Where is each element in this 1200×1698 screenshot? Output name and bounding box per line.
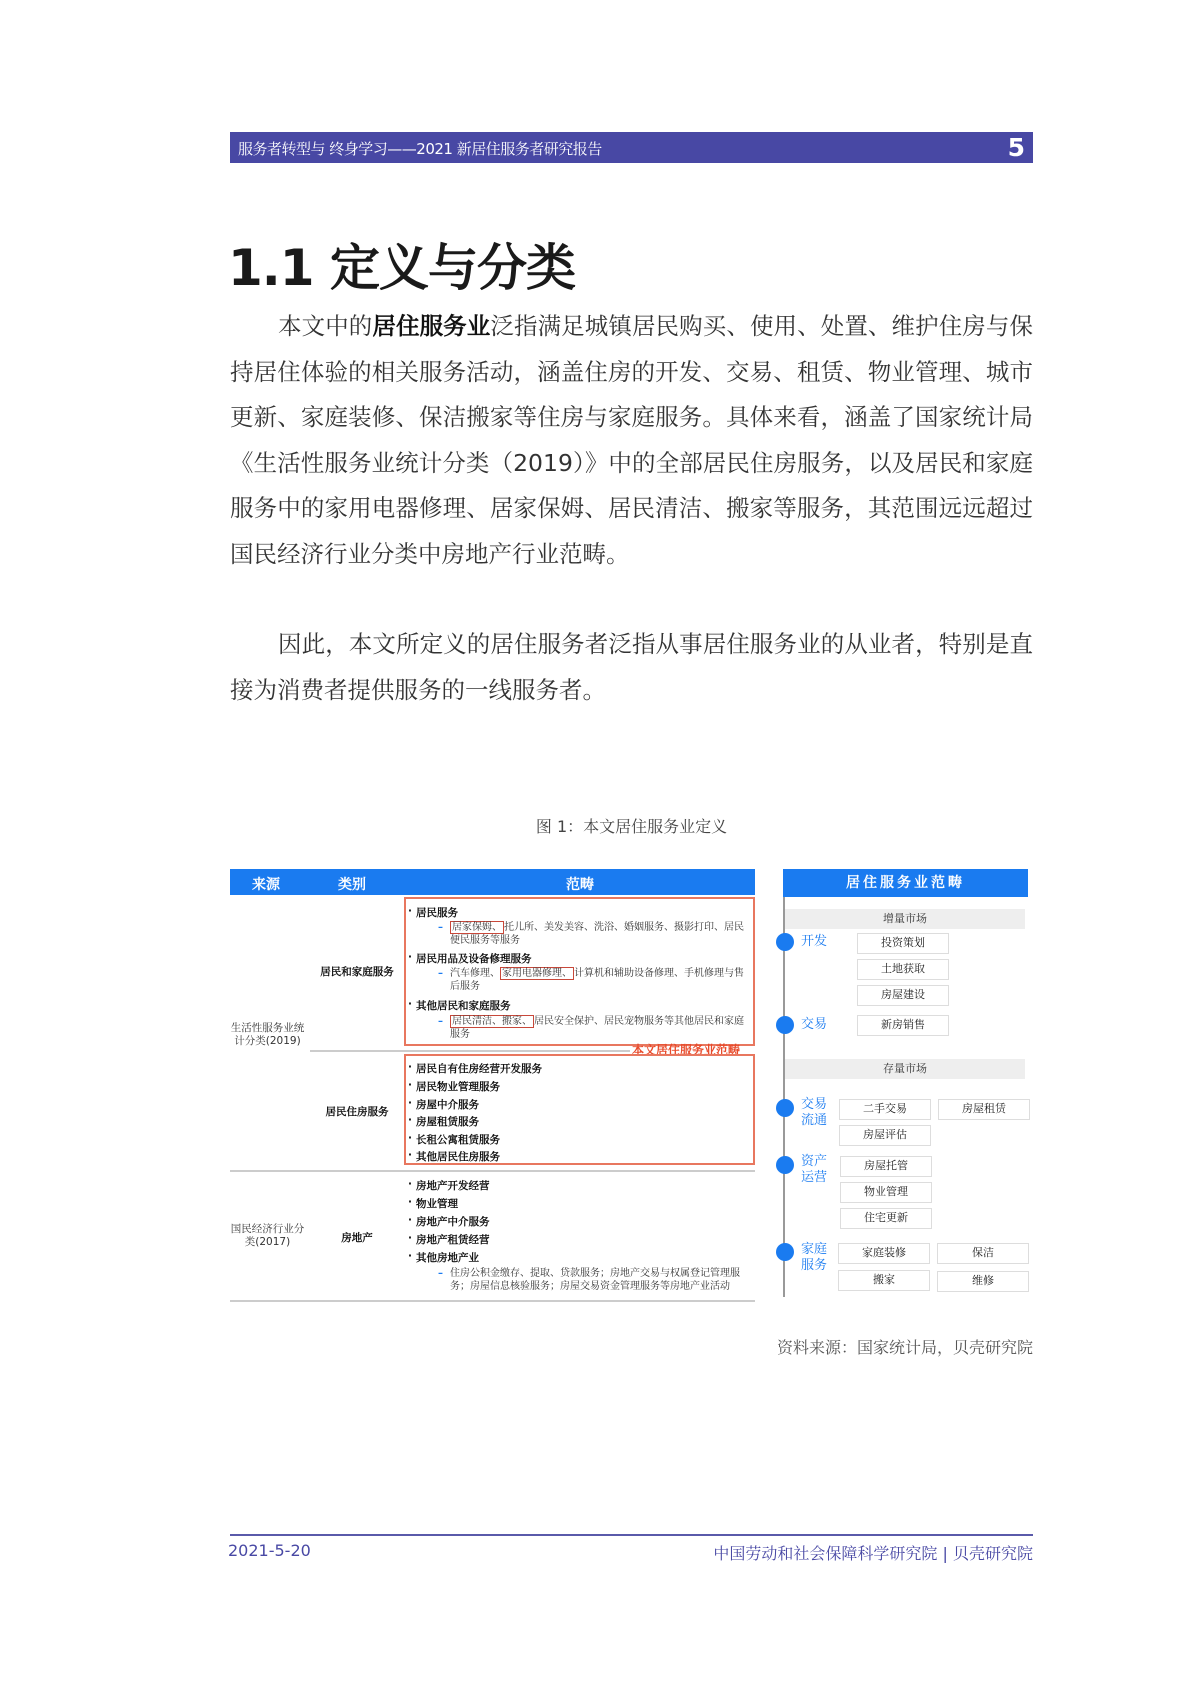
incremental-market: 增量市场 [785, 909, 1025, 929]
paragraph-service-workers: 因此，本文所定义的居住服务者泛指从事居住服务业的从业者，特别是直接为消费者提供服务的一线服务者。 [230, 630, 1033, 704]
dot-icon [776, 1156, 794, 1174]
item-box: 房屋租赁 [938, 1099, 1030, 1120]
dot-icon [776, 1099, 794, 1117]
dot-icon [776, 1016, 794, 1034]
stage-circulation: 交易流通 [801, 1097, 828, 1128]
table-header [230, 869, 755, 895]
dot-icon [776, 933, 794, 951]
item-box: 维修 [937, 1271, 1029, 1292]
scope-real-estate: · 房地产开发经营 · 物业管理 · 房地产中介服务 · 房地产租赁经营 · 其他房地产业 – 住房公积金缴存、提取、贷款服务；房地产交易与权属登记管理服务；房屋信息核验服务；房屋交易资金管理服务等房地产业活动 [406, 1175, 755, 1299]
stage-home: 家庭服务 [801, 1242, 828, 1273]
report-title: 服务者转型与 终身学习——2021 新居住服务者研究报告 [238, 140, 602, 158]
col-category: 类别 [338, 877, 366, 893]
scope-box-housing: · 居民自有住房经营开发服务 · 居民物业管理服务 · 房屋中介服务 · 房屋租赁服务 · 长租公寓租赁服务 · 其他居民住房服务 [404, 1054, 755, 1165]
col-source: 来源 [252, 877, 280, 893]
item-box: 物业管理 [840, 1182, 932, 1203]
item-box: 房屋建设 [857, 985, 949, 1006]
stage-trade: 交易 [801, 1017, 828, 1032]
scope-panel-title: 居住服务业范畴 [783, 869, 1028, 897]
item-box: 住宅更新 [840, 1208, 932, 1229]
scope-box-household: · 居民服务 – 居家保姆、 托儿所、美发美容、洗浴、婚姻服务、摄影打印、居民便民服务等服务 · 居民用品及设备修理服务 – 汽车修理、 家用电器修理、 计算机和辅助设备修理、手机修理与售后服务 · 其他居民和家庭服务 – 居民清洁、搬家、 居民安全保护、居民宠物服务等其他居民和家庭服务 [404, 897, 755, 1046]
divider [310, 1050, 630, 1052]
item-box: 新房销售 [857, 1015, 949, 1036]
col-scope: 范畴 [566, 877, 594, 893]
footer-divider [230, 1534, 1033, 1536]
stage-asset: 资产运营 [801, 1154, 828, 1185]
item-box: 家庭装修 [838, 1243, 930, 1264]
footer-date: 2021-5-20 [228, 1541, 311, 1560]
divider [230, 1300, 755, 1302]
item-box: 房屋托管 [840, 1156, 932, 1177]
dot-icon [776, 1243, 794, 1261]
divider [230, 1170, 755, 1172]
paragraph-definition: 本文中的居住服务业泛指满足城镇居民购买、使用、处置、维护住房与保持居住体验的相关服务活动，涵盖住房的开发、交易、租赁、物业管理、城市更新、家庭装修、保洁搬家等住房与家庭服务。具体来看，涵盖了国家统计局《生活性服务业统计分类（2019）》中的全部居民住房服务，以及居民和家庭服务中的家用电器修理、居家保姆、居民清洁、搬家等服务，其范围远远超过国民经济行业分类中房地产行业范畴。 [230, 312, 1034, 568]
source-note: 资料来源：国家统计局，贝壳研究院 [776, 1338, 1033, 1357]
stock-market: 存量市场 [785, 1059, 1025, 1079]
category-household: 居民和家庭服务 [320, 966, 394, 978]
page-number: 5 [1007, 133, 1025, 162]
scope-timeline [785, 897, 1030, 1307]
item-box: 二手交易 [839, 1099, 931, 1120]
source-2019: 生活性服务业统计分类(2019) [230, 1022, 305, 1047]
category-housing: 居民住房服务 [325, 1106, 389, 1118]
item-box: 土地获取 [857, 959, 949, 980]
section-title: 1.1 定义与分类 [228, 239, 575, 297]
item-box: 房屋评估 [839, 1125, 931, 1146]
header-bar [230, 132, 1033, 163]
item-box: 投资策划 [857, 933, 949, 954]
category-real-estate: 房地产 [341, 1232, 373, 1244]
scope-label: 本文居住服务业范畴 [632, 1043, 741, 1057]
source-2017: 国民经济行业分类(2017) [230, 1223, 305, 1248]
item-box: 搬家 [838, 1270, 930, 1291]
stage-development: 开发 [801, 934, 828, 949]
item-box: 保洁 [937, 1243, 1029, 1264]
figure-caption: 图 1：本文居住服务业定义 [535, 817, 728, 836]
footer-organizations: 中国劳动和社会保障科学研究院 | 贝壳研究院 [713, 1544, 1033, 1563]
